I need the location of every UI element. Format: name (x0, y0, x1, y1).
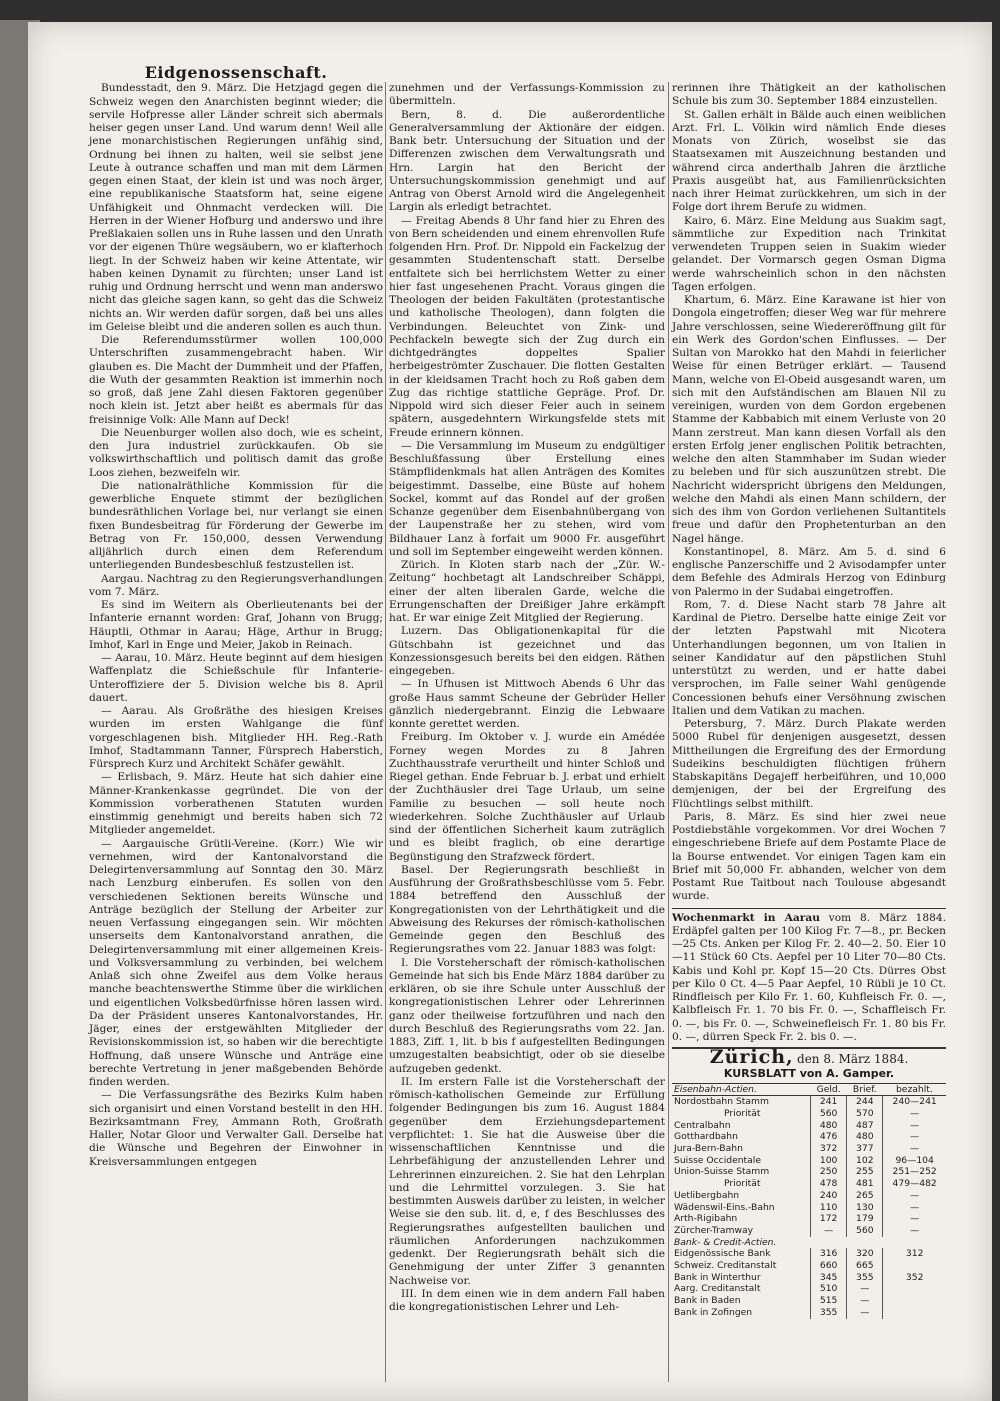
table-row (672, 1120, 946, 1132)
table-cell-bezahlt: — (883, 1108, 946, 1120)
article-paragraph: Die nationalräthliche Kommission für die gewerbliche Enquete stimmt der bezüglichen bundesräthlichen Vorlage bei, nur verlangt sie einen fixen Bundesbeitrag für Förderung der Gewerbe im Betrag von Fr. 150,000, dessen Verwendung alljährlich durch einen dem Referendum unterliegenden Bundesbeschluß festzustellen ist. (89, 479, 383, 572)
market-date: vom 8. März 1884. (828, 911, 946, 924)
table-row (672, 1155, 946, 1167)
column-1 (89, 63, 383, 1169)
table-cell-geld: 345 (810, 1272, 846, 1284)
article-paragraph: — Die Verfassungsräthe des Bezirks Kulm haben sich organisirt und einen Vorstand bestellt in den HH. Bezirksamtmann Frey, Ammann Roth, Großrath Haller, Notar Gloor und Verwalter Gall. Derselbe hat die Wünsche und Begehren der Einwohner in Kreisversammlungen entgegen (89, 1089, 383, 1168)
table-cell-bezahlt (883, 1295, 946, 1307)
article-paragraph: Konstantinopel, 8. März. Am 5. d. sind 6 englische Panzerschiffe und 2 Avisodampfer unter dem Befehle des Admirals Herzog von Edinburg von Palermo in der Sudabai eingetroffen. (672, 545, 946, 598)
article-paragraph: III. In dem einen wie in dem andern Fall haben die kongregationistischen Lehrer und Leh- (389, 1287, 665, 1313)
table-cell-geld: 476 (810, 1131, 846, 1143)
table-cell-geld: 172 (810, 1213, 846, 1225)
table-cell-brief: 265 (847, 1190, 883, 1202)
table-cell-geld: 478 (810, 1178, 846, 1190)
article-paragraph: — Aargauische Grütli-Vereine. (Korr.) Wie wir vernehmen, wird der Kantonalvorstand die Delegirtenversammlung auf Sonntag den 30. März nach Lenzburg einberufen. Es sollen von den verschiedenen Sektionen bereits Wünsche und Anträge bezüglich der Stellung der Arbeiter zur neuen Verfassung eingegangen sein. Wir möchten unserseits dem Kantonalvorstand anrathen, die Delegirtenversammlung mit einer allgemeinen Kreis- und Volksversammlung zu verbinden, bei welchem Anlaß sich ohne Zweifel aus dem Volke heraus manche beachtenswerthe Stimme über die wirklichen und eigentlichen Volksbedürfnisse hören lassen wird. Da der Präsident unseres Kantonalvorstandes, Hr. Jäger, eines der erstgewählten Mitglieder der Revisionskommission ist, so haben wir die berechtigte Hoffnung, daß unsere Wünsche und Anträge eine berechte Vertretung in jener maßgebenden Behörde finden werden. (89, 837, 383, 1088)
table-row (672, 1225, 946, 1237)
table-section-row (672, 1237, 946, 1249)
table-cell-brief: 480 (847, 1131, 883, 1143)
article-paragraph: St. Gallen erhält in Bälde auch einen weiblichen Arzt. Frl. L. Völkin wird nämlich Ende dieses Monats von Zürich, woselbst sie das Staatsexamen mit Auszeichnung bestanden und während circa anderthalb Jahren die ärztliche Praxis ausgeübt hat, aus Familienrücksichten nach ihrer Heimat zurückkehren, um sich in der Folge dort ihrem Berufe zu widmen. (672, 108, 946, 214)
article-paragraph: I. Die Vorsteherschaft der römisch-katholischen Gemeinde hat sich bis Ende März 1884 darüber zu erklären, ob sie ihre Schule unter Ausschluß der kongregationistischen Lehrer oder Lehrerinnen ganz oder theilweise fortzuführen und nach den durch Beschluß des Regierungsraths vom 22. Jan. 1883, Ziff. 1, lit. b bis f aufgestellten Bedingungen umzugestalten beabsichtigt, oder ob sie dieselbe aufzugeben gedenkt. (389, 956, 665, 1075)
column-header: Geld. (810, 1083, 846, 1096)
section-title: Eidgenossenschaft. (144, 63, 328, 82)
table-header-row (672, 1083, 946, 1096)
article-paragraph: Freiburg. Im Oktober v. J. wurde ein Amédée Forney wegen Mordes zu 8 Jahren Zuchthausstrafe verurtheilt und hinter Schloß und Riegel gethan. Ende Februar b. J. erbat und erhielt der Zuchthäusler drei Tage Urlaub, um seine Familie zu besuchen — soll heute noch wiederkehren. Solche Zuchthäusler auf Urlaub sind der öffentlichen Sicherheit kaum zuträglich und es bleibt fraglich, ob eine derartige Begünstigung den Strafzweck fördert. (389, 731, 665, 863)
table-row (672, 1131, 946, 1143)
table-cell-geld: 110 (810, 1202, 846, 1214)
table-row (672, 1272, 946, 1284)
table-cell-name: Wädenswil-Eins.-Bahn (674, 1201, 775, 1213)
column-2 (389, 82, 665, 1314)
table-cell-bezahlt: — (883, 1120, 946, 1132)
article-paragraph: II. Im erstern Falle ist die Vorsteherschaft der römisch-katholischen Gemeinde zur Erfüllung folgender Bedingungen bis zum 16. August 1884 gegenüber dem Erziehungsdepartement verpflichtet: 1. Sie hat die Ausweise über die wissenschaftlichen Kenntnisse und die Lehrbefähigung der anzustellenden Lehrer und Lehrerinnen einzureichen. 2. Sie hat den Lehrplan und die Lehrmittel vorzulegen. 3. Sie hat bestimmten Ausweis darüber zu leisten, in welcher Weise sie den sub. lit. d, e, f des Beschlusses des Regierungsrathes aufgestellten baulichen und räumlichen Anforderungen nachzukommen gedenkt. Der Regierungsrath behält sich die Genehmigung der unter Ziffer 3 genannten Nachweise vor. (389, 1075, 665, 1287)
table-row (672, 1096, 946, 1108)
column-3 (672, 82, 946, 1319)
table-cell-geld: 250 (810, 1166, 846, 1178)
table-cell-bezahlt (883, 1307, 946, 1319)
article-paragraph: Paris, 8. März. Es sind hier zwei neue Postdiebstähle vorgekommen. Vor drei Wochen 7 eingeschriebene Briefe auf dem Postamte Place de la Bourse entwendet. Vor einigen Tagen kam ein Brief mit 50,000 Fr. abhanden, welcher von dem Postamt Rue Taitbout nach Toulouse abgesandt wurde. (672, 810, 946, 903)
article-paragraph: Die Referendumsstürmer wollen 100,000 Unterschriften zusammengebracht haben. Wir glauben es. Die Macht der Dummheit und der Pfaffen, die Wuth der gesammten Reaktion ist immerhin noch so groß, daß jene Zahl diesen Faktoren gegenüber noch klein ist. Jetzt aber heißt es abermals für das freisinnige Volk: Alle Mann auf Deck! (89, 334, 383, 426)
table-cell-bezahlt: — (883, 1202, 946, 1214)
article-paragraph: Bundesstadt, den 9. März. Die Hetzjagd gegen die Schweiz wegen den Anarchisten beginnt wieder; die servile Hofpresse aller Länder schreit sich abermals heiser gegen unser Land. Und warum denn! Weil alle jene monarchistischen Regierungen unfähig sind, Ordnung bei ihnen zu halten, weil sie selbst jene Leute à outrance schaffen und man mit dem Lärmen gegen einen Staat, der klein ist und was noch ärger, eine republikanische Staatsform hat, seine eigene Unfähigkeit und Ohnmacht verdecken will. Die Herren in der Wiener Hofburg und anderswo und ihre Preßlakaien sollen uns in Ruhe lassen und den Unrath vor der eigenen Thüre wegsäubern, wo er klafterhoch liegt. In der Schweiz haben wir keine Attentate, wir haben keinen Dynamit zu fürchten; unser Land ist ruhig und Ordnung herrscht und wenn man anderswo nicht das gleiche sagen kann, so geht das die Schweiz nichts an. Wir werden dafür sorgen, daß bei uns alles im Geleise bleibt und die anderen sollen es auch thun. (89, 82, 383, 333)
column-header: Eisenbahn-Actien. (672, 1083, 810, 1096)
table-cell-name: Bank in Winterthur (674, 1271, 761, 1283)
table-row (672, 1213, 946, 1225)
kursblatt-table (672, 1083, 946, 1319)
table-cell-brief: 481 (847, 1178, 883, 1190)
article-paragraph: — Aarau, 10. März. Heute beginnt auf dem hiesigen Waffenplatz die Schießschule für Infanterie-Unteroffiziere der 5. Division welche bis 8. April dauert. (89, 652, 383, 704)
table-cell-name: Eidgenössische Bank (674, 1248, 771, 1260)
article-paragraph: Es sind im Weitern als Oberlieutenants bei der Infanterie ernannt worden: Graf, Johann von Brugg; Häuptli, Othmar in Aarau; Häge, Arthur in Brugg; Imhof, Karl in Enge und Meier, Jakob in Reinach. (89, 599, 383, 651)
table-cell-brief: 130 (847, 1202, 883, 1214)
table-cell-brief: 355 (847, 1272, 883, 1284)
table-cell-bezahlt: — (883, 1225, 946, 1237)
article-paragraph: Luzern. Das Obligationenkapital für die Gütschbahn ist gezeichnet und das Konzessionsgesuch bereits bei den eidgen. Räthen eingegeben. (389, 625, 665, 677)
market-title: Wochenmarkt in Aarau (672, 911, 820, 924)
table-cell-geld: 241 (810, 1096, 846, 1108)
column-header: bezahlt. (883, 1083, 946, 1096)
table-cell-name: Priorität (724, 1107, 761, 1119)
table-row (672, 1307, 946, 1319)
table-cell-name: Gotthardbahn (674, 1131, 738, 1143)
table-cell-geld: 515 (810, 1295, 846, 1307)
table-cell-geld: 510 (810, 1283, 846, 1295)
article-paragraph: rerinnen ihre Thätigkeit an der katholischen Schule bis zum 30. September 1884 einzustellen. (672, 82, 946, 108)
kursblatt-subtitle: KURSBLATT von A. Gamper. (723, 1067, 895, 1081)
article-paragraph: Basel. Der Regierungsrath beschließt in Ausführung der Großrathsbeschlüsse vom 5. Febr. 1884 betreffend den Ausschluß der Kongregationisten von der Lehrthätigkeit und die Abweisung des Rekurses der römisch-katholischen Gemeinde gegen den Beschluß des Regierungsrathes vom 22. Januar 1883 was folgt: (389, 863, 665, 956)
article-paragraph: Die Neuenburger wollen also doch, wie es scheint, den Jura industriel zurückkaufen. Ob sie volkswirthschaftlich und politisch damit das große Loos ziehen, bezweifeln wir. (89, 426, 383, 479)
table-cell-name: Nordostbahn Stamm (674, 1096, 769, 1108)
table-row (672, 1283, 946, 1295)
table-row (672, 1202, 946, 1214)
divider-rule (672, 908, 946, 909)
table-cell-name: Schweiz. Creditanstalt (674, 1260, 777, 1272)
table-row (672, 1295, 946, 1307)
article-paragraph: Aargau. Nachtrag zu den Regierungsverhandlungen vom 7. März. (89, 572, 383, 598)
table-cell-bezahlt: 312 (883, 1248, 946, 1260)
table-row (672, 1143, 946, 1155)
table-cell-geld: 100 (810, 1155, 846, 1167)
table-cell-bezahlt: — (883, 1131, 946, 1143)
article-paragraph: — Freitag Abends 8 Uhr fand hier zu Ehren des von Bern scheidenden und einem ehrenvollen Rufe folgenden Hrn. Prof. Dr. Nippold ein Fackelzug der gesammten Studentenschaft statt. Derselbe entfaltete sich bei herrlichstem Wetter zu einer hier fast ungesehenen Pracht. Voraus gingen die Theologen der beiden Fakultäten (protestantische und katholische Theologen), dann folgten die Verbindungen. Beleuchtet von Zink- und Pechfackeln bewegte sich der Zug durch ein dichtgedrängtes doppeltes Spalier herbeigeströmter Zuschauer. Die flotten Gestalten in der kleidsamen Tracht hoch zu Roß gaben dem Zug das richtige stattliche Gepräge. Prof. Dr. Nippold wird sich dieser Feier auch in seinem spätern, ausgedehntern Wirkungsfelde stets mit Freude erinnern können. (389, 214, 665, 439)
article-paragraph: — Aarau. Als Großräthe des hiesigen Kreises wurden im ersten Wahlgange die fünf vorgeschlagenen bish. Mitglieder HH. Reg.-Rath Imhof, Stadtammann Tanner, Fürsprech Haberstich, Fürsprech Kurz und Architekt Schäfer gewählt. (89, 705, 383, 770)
market-report (672, 912, 946, 1045)
table-cell-bezahlt: 479—482 (883, 1178, 946, 1190)
article-paragraph: Kairo, 6. März. Eine Meldung aus Suakim sagt, sämmtliche zur Expedition nach Trinkitat verwendeten Truppen seien in Suakim wieder gelandet. Der Vormarsch gegen Osman Digma werde wahrscheinlich schon in den nächsten Tagen erfolgen. (672, 214, 946, 293)
table-cell-bezahlt: 240—241 (883, 1096, 946, 1108)
table-cell-bezahlt: — (883, 1143, 946, 1155)
table-cell-geld: 660 (810, 1260, 846, 1272)
table-cell-brief: — (847, 1295, 883, 1307)
table-cell-brief: 487 (847, 1120, 883, 1132)
article-paragraph: Petersburg, 7. März. Durch Plakate werden 5000 Rubel für denjenigen ausgesetzt, dessen Mittheilungen die Ergreifung des der Ermordung Sudeikins beschuldigten flüchtigen frühern Stabskapitäns Degajeff herbeiführen, und 10,000 demjenigen, der bei der Ergreifung des Flüchtlings selbst mithilft. (672, 718, 946, 810)
kursblatt-body (672, 1096, 946, 1319)
table-cell-bezahlt: 96—104 (883, 1155, 946, 1167)
column-divider (385, 82, 386, 1382)
column-header: Brief. (847, 1083, 883, 1096)
table-cell-name: Suisse Occidentale (674, 1154, 761, 1166)
table-cell-geld: 355 (810, 1307, 846, 1319)
table-cell-brief: 320 (847, 1248, 883, 1260)
table-cell-bezahlt: — (883, 1190, 946, 1202)
table-row (672, 1108, 946, 1120)
article-paragraph: Khartum, 6. März. Eine Karawane ist hier von Dongola eingetroffen; dieser Weg war für mehrere Jahre verschlossen, seine Wiedereröffnung gilt für ein Werk des Gordon'schen Einflusses. — Der Sultan von Marokko hat den Mahdi in feierlicher Weise für einen Betrüger erklärt. — Tausend Mann, welche von El-Obeid ausgesandt waren, um sich mit den Aufständischen am Blauen Nil zu vereinigen, wurden von dem Gordon ergebenen Stamme der Kabbabich mit einem Verluste von 20 Mann zerstreut. Man kann diesen Vorfall als den ersten Erfolg jener englischen Politik betrachten, welche den alten Stammhaber im Sudan wieder zu beleben und für sich auszunützen strebt. Die Nachricht widerspricht übrigens den Meldungen, welche den Mahdi als einen Mann schildern, der sich des ihm von Gordon verliehenen Sultantitels freue und dafür den Prophetenturban an den Nagel hänge. (672, 294, 946, 545)
table-row (672, 1260, 946, 1272)
table-cell-geld: 240 (810, 1190, 846, 1202)
table-cell-name: Jura-Bern-Bahn (674, 1143, 743, 1155)
table-cell-geld: 480 (810, 1120, 846, 1132)
table-row (672, 1166, 946, 1178)
kursblatt-city: Zürich, (709, 1046, 794, 1068)
table-cell-bezahlt (883, 1283, 946, 1295)
article-paragraph: Rom, 7. d. Diese Nacht starb 78 Jahre alt Kardinal de Pietro. Derselbe hatte einige Zeit vor der letzten Papstwahl mit Nicotera Unterhandlungen begonnen, um von Italien in seiner Kandidatur auf den päpstlichen Stuhl unterstützt zu werden, und er hatte dabei versprochen, im Falle seiner Wahl genügende Concessionen behufs einer Versöhnung zwischen Italien und dem Vatikan zu machen. (672, 598, 946, 717)
table-cell-name: Arth-Rigibahn (674, 1213, 738, 1225)
table-cell-name: Union-Suisse Stamm (674, 1166, 770, 1178)
table-cell-name: Bank in Zofingen (674, 1306, 753, 1318)
table-cell-brief: 570 (847, 1108, 883, 1120)
table-cell-name: Uetlibergbahn (674, 1189, 740, 1201)
table-row (672, 1178, 946, 1190)
article-paragraph: — Die Versammlung im Museum zu endgültiger Beschlußfassung über Erstellung eines Stämpflidenkmals hat allen Anträgen des Komites beigestimmt. Dasselbe, eine Büste auf hohem Sockel, kommt auf das Rondel auf der großen Schanze gegenüber dem Eisenbahnübergang von der Laupenstraße her zu stehen, wird vom Bildhauer Lanz à forfait um 9000 Fr. ausgeführt und soll im September eingeweiht werden können. (389, 439, 665, 558)
article-paragraph: — In Ufhusen ist Mittwoch Abends 6 Uhr das große Haus sammt Scheune der Gebrüder Heller gänzlich niedergebrannt. Einzig die Lebwaare konnte gerettet werden. (389, 678, 665, 730)
table-cell-bezahlt: 251—252 (883, 1166, 946, 1178)
kursblatt-date: den 8. März 1884. (797, 1052, 909, 1066)
table-cell-brief: 560 (847, 1225, 883, 1237)
table-cell-brief: 244 (847, 1096, 883, 1108)
table-cell-name: Zürcher-Tramway (674, 1224, 754, 1236)
table-cell-brief: — (847, 1307, 883, 1319)
table-cell-geld: 372 (810, 1143, 846, 1155)
table-cell-bezahlt: — (883, 1213, 946, 1225)
article-paragraph: Zürich. In Kloten starb nach der „Zür. W.-Zeitung“ hochbetagt alt Landschreiber Schäppi, einer der alten liberalen Garde, welche die Errungenschaften der Dreißiger Jahre erkämpft hat. Er war einige Zeit Mitglied der Regierung. (389, 559, 665, 624)
table-cell-bezahlt (883, 1260, 946, 1272)
table-cell-bezahlt: 352 (883, 1272, 946, 1284)
column-divider (668, 82, 669, 1382)
table-row (672, 1190, 946, 1202)
table-cell-name: Centralbahn (674, 1119, 731, 1131)
table-cell-brief: 255 (847, 1166, 883, 1178)
table-cell-brief: — (847, 1283, 883, 1295)
table-cell-brief: 179 (847, 1213, 883, 1225)
table-cell-geld: 316 (810, 1248, 846, 1260)
article-paragraph: zunehmen und der Verfassungs-Kommission zu übermitteln. (389, 82, 665, 108)
table-cell-name: Bank in Baden (674, 1295, 741, 1307)
table-cell-geld: — (810, 1225, 846, 1237)
table-cell-name: Aarg. Creditanstalt (674, 1283, 761, 1295)
article-paragraph: — Erlisbach, 9. März. Heute hat sich dahier eine Männer-Krankenkasse gegründet. Die von der Kommission vorberathenen Statuten wurden einstimmig genehmigt und bereits haben sich 72 Mitglieder angemeldet. (89, 771, 383, 837)
table-cell-brief: 102 (847, 1155, 883, 1167)
table-cell-geld: 560 (810, 1108, 846, 1120)
kursblatt-header (672, 1046, 946, 1068)
article-paragraph: Bern, 8. d. Die außerordentliche Generalversammlung der Aktionäre der eidgen. Bank betr. Untersuchung der Situation und der Differenzen zwischen dem Verwaltungsrath und Hrn. Largin hat den Bericht der Untersuchungskommission genehmigt und auf Antrag von Oberst Arnold wird die Angelegenheit Largin als erledigt betrachtet. (389, 108, 665, 214)
section-header: Bank- & Credit-Actien. (674, 1236, 777, 1248)
table-cell-brief: 665 (847, 1260, 883, 1272)
table-cell-name: Priorität (724, 1178, 761, 1190)
table-cell-brief: 377 (847, 1143, 883, 1155)
market-text: Erdäpfel galten per 100 Kilog Fr. 7—8., pr. Becken —25 Cts. Anken per Kilog Fr. 2. 40—2. 50. Eier 10—11 Stück 60 Cts. Aepfel per 10 Liter 70—80 Cts. Kabis und Kohl pr. Kopf 15—20 Cts. Dürres Obst per Kilo 0 Ct. 4—5 Paar Aepfel, 10 Rübli je 10 Ct. Rindfleisch per Kilo Fr. 1. 60, Kuhfleisch Fr. 0. —, Kalbfleisch Fr. 1. 70 bis Fr. 0. —, Schaffleisch Fr. 0. —, bis Fr. 0. —, Schweinefleisch Fr. 1. 80 bis Fr. 0. —, dürren Speck Fr. 2. bis 0. —. (672, 924, 946, 1043)
table-row (672, 1248, 946, 1260)
